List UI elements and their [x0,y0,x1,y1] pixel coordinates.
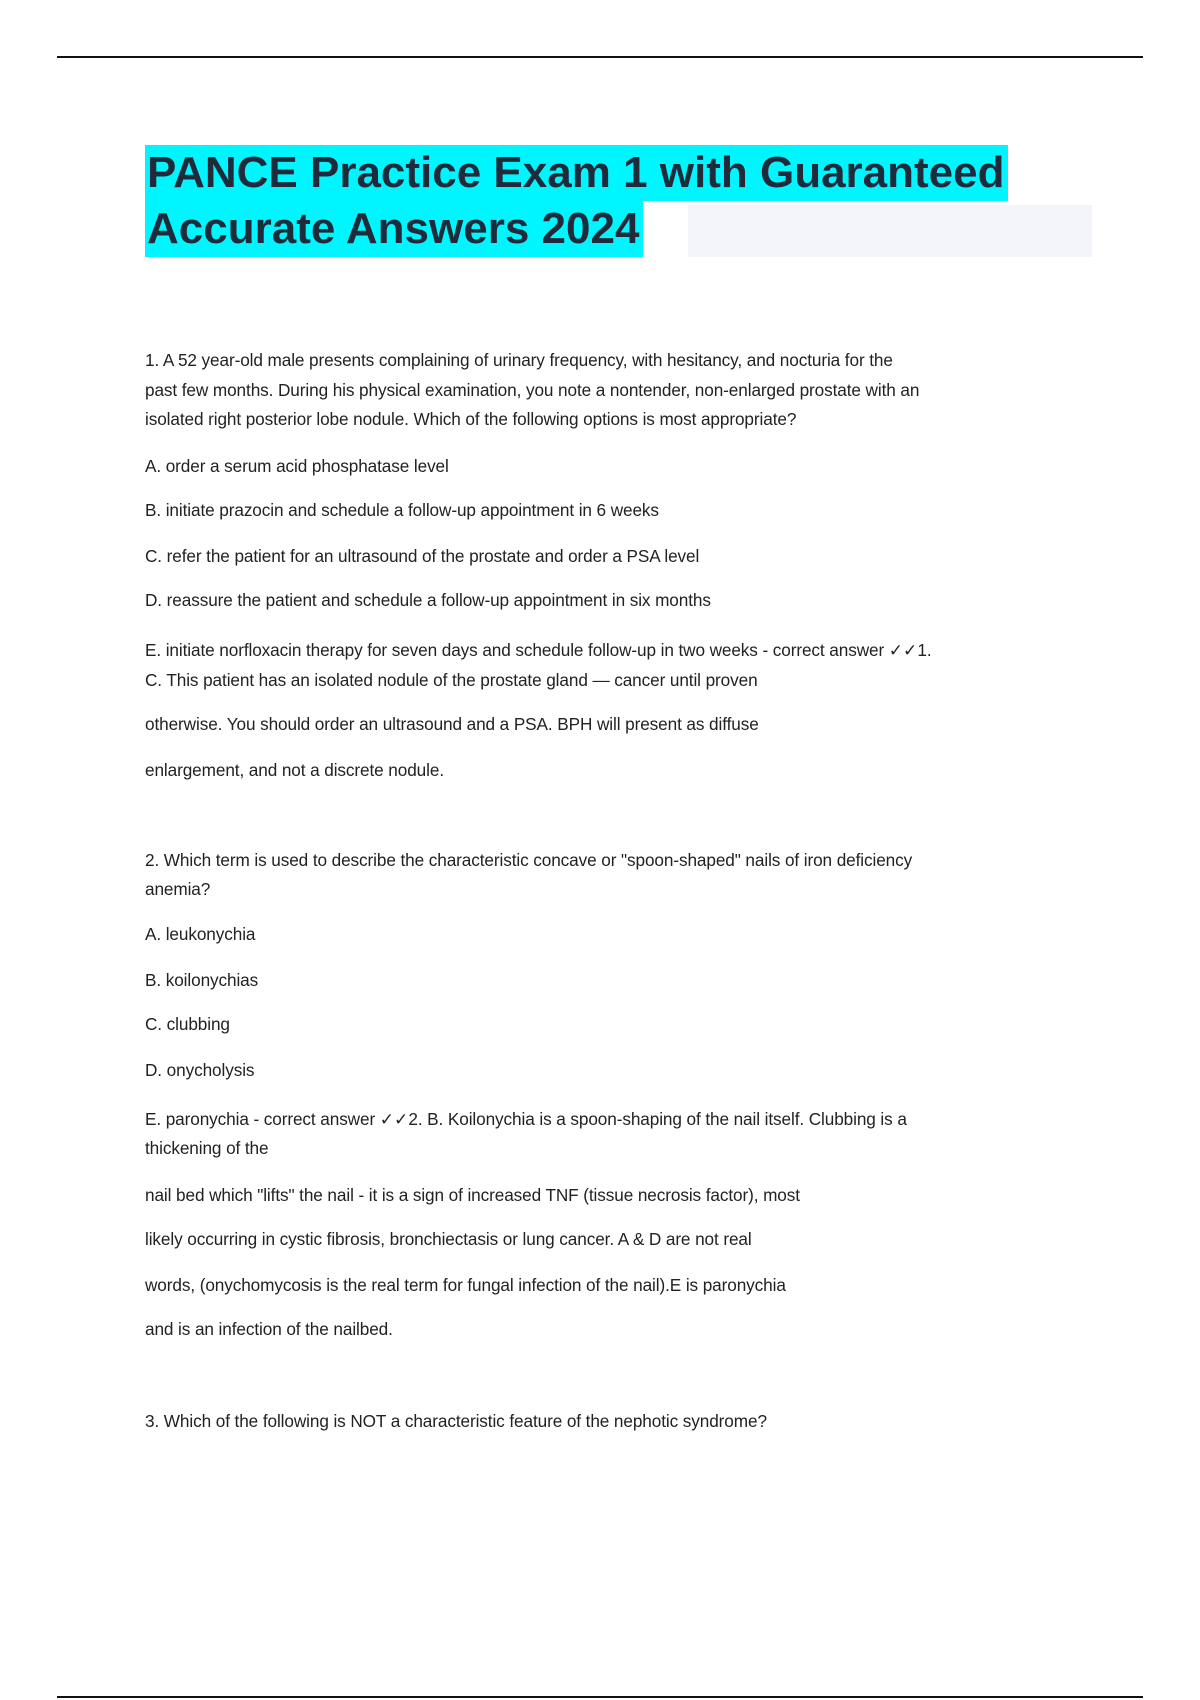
question-1-stem: isolated right posterior lobe nodule. Which of the following options is most appropriate? [145,409,797,429]
title-line-1: PANCE Practice Exam 1 with Guaranteed [145,145,1008,201]
bottom-rule [57,1696,1143,1698]
question-2-stem: 2. Which term is used to describe the characteristic concave or "spoon-shaped" nails of iron deficiency [145,850,913,870]
question-2-option-c: C. clubbing [145,1014,230,1034]
question-2-explanation: likely occurring in cystic fibrosis, bronchiectasis or lung cancer. A & D are not real [145,1229,752,1249]
question-1-explanation: C. This patient has an isolated nodule of the prostate gland — cancer until proven [145,670,758,690]
question-2-option-b: B. koilonychias [145,970,259,990]
question-2-stem: anemia? [145,879,211,899]
question-1-option-a: A. order a serum acid phosphatase level [145,456,449,476]
question-2-explanation: nail bed which "lifts" the nail - it is a sign of increased TNF (tissue necrosis factor), most [145,1185,800,1205]
question-2-explanation: thickening of the [145,1138,269,1158]
question-2-explanation: words, (onychomycosis is the real term for fungal infection of the nail).E is paronychia [145,1275,786,1295]
question-1-stem: 1. A 52 year-old male presents complaining of urinary frequency, with hesitancy, and nocturia for the [145,350,893,370]
question-1-option-c: C. refer the patient for an ultrasound of the prostate and order a PSA level [145,546,700,566]
question-2-explanation: and is an infection of the nailbed. [145,1319,393,1339]
question-1-explanation: enlargement, and not a discrete nodule. [145,760,444,780]
question-1-explanation: otherwise. You should order an ultrasound and a PSA. BPH will present as diffuse [145,714,759,734]
question-2-option-d: D. onycholysis [145,1060,255,1080]
question-1-answer: E. initiate norfloxacin therapy for seven days and schedule follow-up in two weeks - correct answer ✓✓1. [145,640,932,660]
question-1-stem: past few months. During his physical examination, you note a nontender, non-enlarged prostate with an [145,380,920,400]
question-2-option-a: A. leukonychia [145,924,256,944]
question-3-stem: 3. Which of the following is NOT a characteristic feature of the nephotic syndrome? [145,1411,767,1431]
question-1-option-d: D. reassure the patient and schedule a follow-up appointment in six months [145,590,711,610]
question-1-option-b: B. initiate prazocin and schedule a follow-up appointment in 6 weeks [145,500,659,520]
top-rule [57,56,1143,58]
question-2-answer: E. paronychia - correct answer ✓✓2. B. Koilonychia is a spoon-shaping of the nail itself. Clubbing is a [145,1109,907,1129]
title-line-2: Accurate Answers 2024 [145,201,643,257]
page-title [145,145,1008,257]
